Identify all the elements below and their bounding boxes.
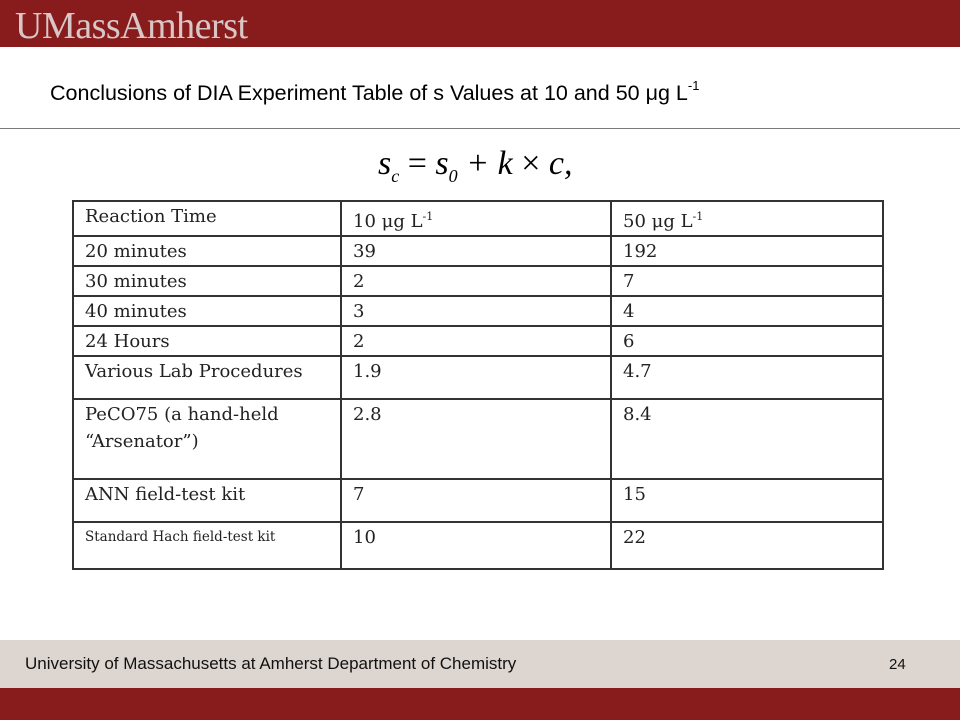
table-row [73, 479, 883, 522]
header-exponent: -1 [692, 210, 704, 223]
umass-amherst-logo: UMassAmherst [15, 5, 248, 47]
header-cell [73, 201, 341, 236]
table-row [73, 399, 883, 479]
table-cell: 8.4 [611, 399, 883, 479]
table-row [73, 266, 883, 296]
header-bar [0, 0, 960, 47]
table-cell: Various Lab Procedures [73, 356, 341, 399]
table-cell: 7 [341, 479, 611, 522]
table-row [73, 296, 883, 326]
table-cell: 2 [341, 266, 611, 296]
formula-sub-zero: 0 [448, 165, 458, 186]
table-cell: 1.9 [341, 356, 611, 399]
formula-s0: s [435, 145, 449, 182]
table-cell: 4 [611, 296, 883, 326]
table-row [73, 356, 883, 399]
page-number: 24 [889, 656, 906, 673]
table-cell: 192 [611, 236, 883, 266]
table-cell: 20 minutes [73, 236, 341, 266]
formula-plus-k: + k [457, 145, 522, 182]
table-row [73, 236, 883, 266]
table-cell: 3 [341, 296, 611, 326]
title-main-text: Conclusions of DIA Experiment Table of s Values at 10 and 50 [50, 81, 646, 106]
table-cell: 22 [611, 522, 883, 569]
table-row [73, 522, 883, 569]
title-unit-text: g L [657, 81, 688, 106]
header-cell [611, 201, 883, 236]
header-label-50: 50 μg L [623, 211, 693, 232]
table-cell: 6 [611, 326, 883, 356]
s-values-table [72, 200, 884, 570]
table-cell: 7 [611, 266, 883, 296]
table-cell: 10 [341, 522, 611, 569]
formula-c-end: c, [540, 145, 573, 182]
table-row [73, 326, 883, 356]
header-label-reaction-time: Reaction Time [85, 206, 217, 227]
table-header-row [73, 201, 883, 236]
bottom-bar [0, 688, 960, 720]
title-divider [0, 128, 960, 129]
header-cell [341, 201, 611, 236]
formula-sub-c: c [391, 165, 400, 186]
formula-s: s [378, 145, 392, 182]
title-mu-symbol: μ [645, 81, 658, 106]
table-cell: 39 [341, 236, 611, 266]
table-cell: ANN field-test kit [73, 479, 341, 522]
formula-equals: = [399, 145, 436, 182]
table-cell: PeCO75 (a hand-held “Arsenator”) [73, 399, 341, 479]
table-cell: 2.8 [341, 399, 611, 479]
title-unit-exponent: -1 [687, 78, 700, 93]
table-cell: 2 [341, 326, 611, 356]
header-exponent: -1 [422, 210, 434, 223]
table-cell: 15 [611, 479, 883, 522]
table-cell: 30 minutes [73, 266, 341, 296]
slide-title [50, 80, 930, 106]
formula [378, 142, 572, 198]
header-label-10: 10 μg L [353, 211, 423, 232]
table-cell: Standard Hach field-test kit [73, 522, 341, 569]
table-cell: 4.7 [611, 356, 883, 399]
table-cell: 24 Hours [73, 326, 341, 356]
footer-department-text: University of Massachusetts at Amherst Department of Chemistry [25, 654, 517, 673]
formula-times: × [521, 145, 541, 182]
table-cell: 40 minutes [73, 296, 341, 326]
